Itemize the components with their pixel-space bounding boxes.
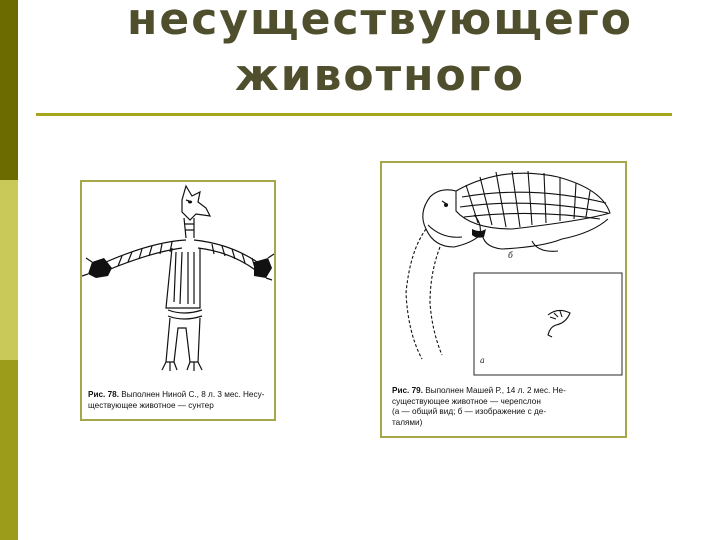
- figure-78-caption-label: Рис. 78.: [88, 390, 119, 399]
- sidebar-stripe-middle: [0, 180, 18, 360]
- title-line-1: несуществующего: [126, 0, 634, 45]
- sidebar-stripe-top: [0, 0, 18, 180]
- title-underline: [36, 113, 672, 116]
- figure-79-caption-line-1: Выполнен Машей Р., 14 л. 2 мес. Не-: [425, 386, 566, 395]
- slide-title: [40, 0, 720, 104]
- figure-79-caption-line-4: талями): [392, 417, 423, 427]
- figure-78-caption-line-2: ществующее животное — сунтер: [88, 400, 214, 410]
- figure-79: [380, 161, 627, 438]
- figure-78: [80, 180, 276, 421]
- figure-78-caption: [88, 390, 264, 411]
- figure-79-caption-line-2: существующее животное — черепслон: [392, 396, 541, 406]
- figure-79-label-a: а: [480, 356, 485, 365]
- figure-79-caption: [392, 386, 566, 428]
- figure-79-caption-line-3: (а — общий вид; б — изображение с де-: [392, 407, 547, 416]
- sidebar-stripe-bottom: [0, 360, 18, 540]
- title-line-2: животного: [234, 50, 526, 101]
- figure-79-caption-label: Рис. 79.: [392, 386, 423, 395]
- figure-78-caption-line-1: Выполнен Ниной С., 8 л. 3 мес. Несу-: [121, 390, 265, 399]
- figure-78-drawing: [82, 182, 278, 423]
- figure-79-label-b: б: [508, 251, 513, 260]
